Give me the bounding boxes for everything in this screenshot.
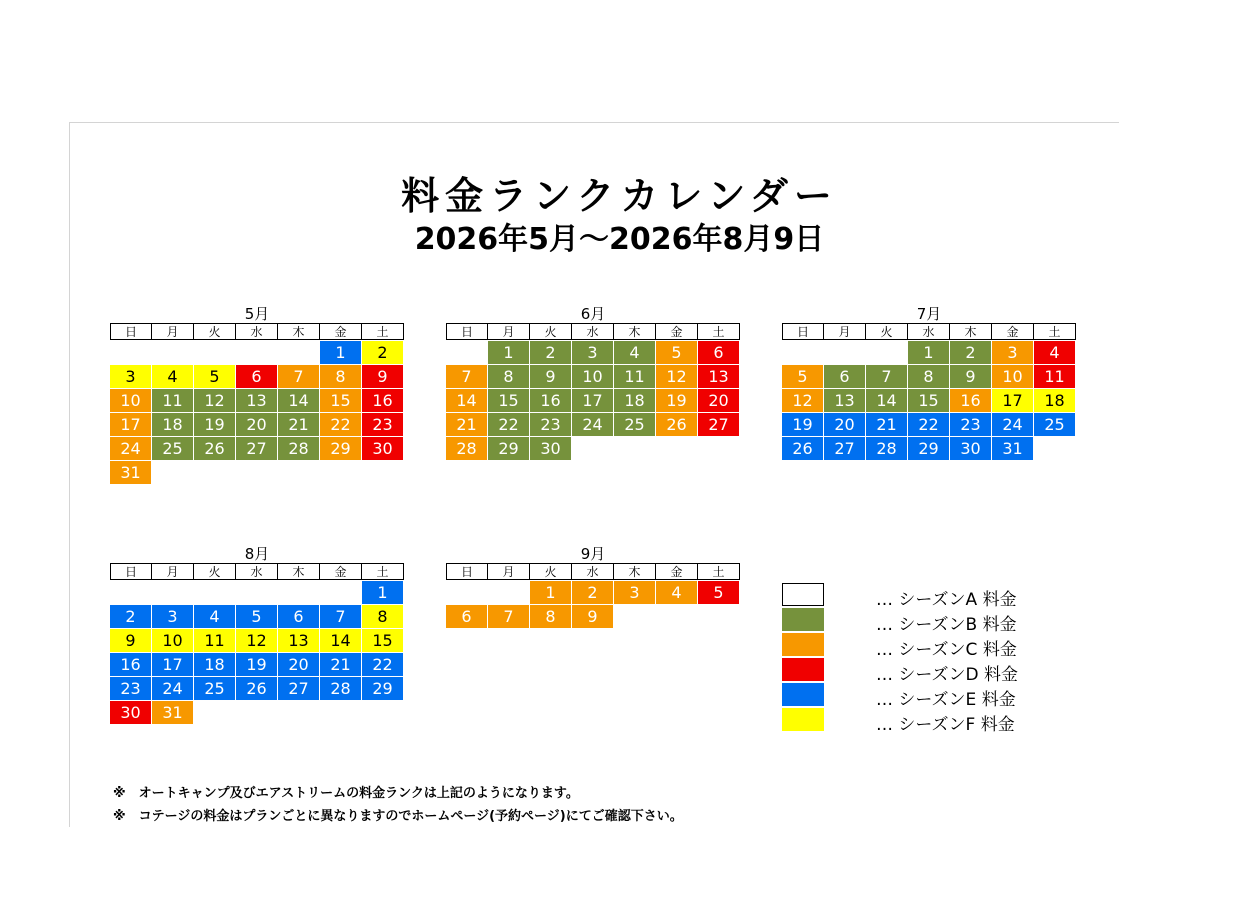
weekday-label: 月 bbox=[487, 323, 530, 340]
legend-swatch bbox=[782, 608, 824, 631]
weekday-label: 日 bbox=[110, 563, 152, 580]
day-cell: 29 bbox=[320, 437, 361, 460]
empty-day-cell bbox=[866, 341, 907, 364]
day-cell: 1 bbox=[320, 341, 361, 364]
weekday-header bbox=[446, 563, 740, 580]
day-cell: 6 bbox=[278, 605, 319, 628]
day-cell: 9 bbox=[362, 365, 403, 388]
day-cell: 26 bbox=[782, 437, 823, 460]
day-cell: 4 bbox=[614, 341, 655, 364]
day-cell: 12 bbox=[236, 629, 277, 652]
day-cell: 29 bbox=[908, 437, 949, 460]
sheet-border-top bbox=[69, 122, 1119, 123]
weekday-label: 木 bbox=[277, 563, 320, 580]
empty-day-cell bbox=[446, 581, 487, 604]
day-cell: 26 bbox=[194, 437, 235, 460]
day-cell: 18 bbox=[1034, 389, 1075, 412]
day-cell: 23 bbox=[110, 677, 151, 700]
weekday-label: 金 bbox=[655, 563, 698, 580]
day-cell: 4 bbox=[656, 581, 697, 604]
day-cell: 24 bbox=[152, 677, 193, 700]
weekday-label: 日 bbox=[110, 323, 152, 340]
day-cell: 12 bbox=[782, 389, 823, 412]
legend-label: … シーズンB 料金 bbox=[876, 615, 1017, 635]
weekday-label: 火 bbox=[865, 323, 908, 340]
day-cell: 6 bbox=[824, 365, 865, 388]
day-cell: 10 bbox=[152, 629, 193, 652]
day-cell: 1 bbox=[362, 581, 403, 604]
day-cell: 13 bbox=[278, 629, 319, 652]
day-cell: 18 bbox=[152, 413, 193, 436]
day-cell: 15 bbox=[362, 629, 403, 652]
day-cell: 30 bbox=[110, 701, 151, 724]
day-cell: 23 bbox=[950, 413, 991, 436]
day-cell: 16 bbox=[530, 389, 571, 412]
day-cell: 28 bbox=[866, 437, 907, 460]
legend-label: … シーズンC 料金 bbox=[876, 640, 1017, 660]
day-cell: 9 bbox=[950, 365, 991, 388]
weekday-label: 水 bbox=[571, 563, 614, 580]
weekday-label: 金 bbox=[655, 323, 698, 340]
day-cell: 6 bbox=[698, 341, 739, 364]
day-cell: 22 bbox=[488, 413, 529, 436]
empty-day-cell bbox=[488, 581, 529, 604]
day-cell: 17 bbox=[572, 389, 613, 412]
day-cell: 15 bbox=[320, 389, 361, 412]
day-cell: 5 bbox=[194, 365, 235, 388]
weekday-label: 月 bbox=[151, 323, 194, 340]
empty-day-cell bbox=[278, 581, 319, 604]
day-cell: 14 bbox=[866, 389, 907, 412]
day-cell: 28 bbox=[446, 437, 487, 460]
day-cell: 27 bbox=[824, 437, 865, 460]
day-cell: 14 bbox=[278, 389, 319, 412]
legend-label: … シーズンE 料金 bbox=[876, 690, 1016, 710]
empty-day-cell bbox=[152, 341, 193, 364]
day-cell: 25 bbox=[194, 677, 235, 700]
day-grid bbox=[110, 580, 404, 724]
day-cell: 29 bbox=[362, 677, 403, 700]
day-cell: 24 bbox=[992, 413, 1033, 436]
weekday-label: 日 bbox=[782, 323, 824, 340]
day-cell: 5 bbox=[782, 365, 823, 388]
empty-day-cell bbox=[320, 581, 361, 604]
day-grid bbox=[110, 340, 404, 484]
month-title: 5月 bbox=[244, 305, 270, 323]
day-cell: 30 bbox=[950, 437, 991, 460]
day-cell: 17 bbox=[992, 389, 1033, 412]
day-cell: 7 bbox=[866, 365, 907, 388]
empty-day-cell bbox=[236, 581, 277, 604]
day-cell: 2 bbox=[110, 605, 151, 628]
note-autocamp: ※ オートキャンプ及びエアストリームの料金ランクは上記のようになります。 bbox=[113, 786, 579, 801]
day-cell: 23 bbox=[362, 413, 403, 436]
day-cell: 4 bbox=[152, 365, 193, 388]
empty-day-cell bbox=[824, 341, 865, 364]
day-cell: 6 bbox=[446, 605, 487, 628]
weekday-header bbox=[110, 323, 404, 340]
day-cell: 8 bbox=[362, 605, 403, 628]
weekday-label: 金 bbox=[991, 323, 1034, 340]
day-cell: 16 bbox=[950, 389, 991, 412]
weekday-label: 月 bbox=[151, 563, 194, 580]
day-cell: 13 bbox=[824, 389, 865, 412]
weekday-header bbox=[446, 323, 740, 340]
day-cell: 19 bbox=[194, 413, 235, 436]
day-cell: 17 bbox=[152, 653, 193, 676]
day-cell: 22 bbox=[320, 413, 361, 436]
day-cell: 31 bbox=[152, 701, 193, 724]
empty-day-cell bbox=[278, 341, 319, 364]
empty-day-cell bbox=[782, 341, 823, 364]
month-title: 9月 bbox=[580, 545, 606, 563]
day-cell: 28 bbox=[278, 437, 319, 460]
day-cell: 21 bbox=[446, 413, 487, 436]
note-cottage: ※ コテージの料金はプランごとに異なりますのでホームページ(予約ページ)にてご確認下さい。 bbox=[113, 809, 683, 824]
weekday-label: 木 bbox=[613, 563, 656, 580]
day-cell: 5 bbox=[698, 581, 739, 604]
day-grid bbox=[782, 340, 1076, 460]
day-cell: 24 bbox=[572, 413, 613, 436]
day-cell: 21 bbox=[866, 413, 907, 436]
day-cell: 11 bbox=[614, 365, 655, 388]
day-cell: 17 bbox=[110, 413, 151, 436]
legend-swatch bbox=[782, 633, 824, 656]
weekday-label: 月 bbox=[487, 563, 530, 580]
month-title: 7月 bbox=[916, 305, 942, 323]
day-cell: 10 bbox=[992, 365, 1033, 388]
month-calendar bbox=[446, 545, 740, 628]
day-cell: 27 bbox=[698, 413, 739, 436]
month-calendar bbox=[110, 545, 404, 724]
weekday-label: 水 bbox=[235, 563, 278, 580]
day-cell: 14 bbox=[446, 389, 487, 412]
day-cell: 9 bbox=[530, 365, 571, 388]
day-cell: 21 bbox=[278, 413, 319, 436]
weekday-label: 火 bbox=[529, 563, 572, 580]
weekday-label: 土 bbox=[1033, 323, 1076, 340]
weekday-label: 火 bbox=[529, 323, 572, 340]
empty-day-cell bbox=[110, 341, 151, 364]
day-cell: 20 bbox=[236, 413, 277, 436]
weekday-label: 土 bbox=[361, 563, 404, 580]
day-cell: 13 bbox=[236, 389, 277, 412]
weekday-label: 木 bbox=[949, 323, 992, 340]
day-cell: 3 bbox=[110, 365, 151, 388]
day-cell: 1 bbox=[530, 581, 571, 604]
day-cell: 27 bbox=[278, 677, 319, 700]
day-cell: 4 bbox=[1034, 341, 1075, 364]
day-cell: 22 bbox=[362, 653, 403, 676]
weekday-label: 火 bbox=[193, 563, 236, 580]
day-cell: 31 bbox=[992, 437, 1033, 460]
weekday-label: 日 bbox=[446, 563, 488, 580]
page-title: 料金ランクカレンダー bbox=[401, 174, 838, 218]
day-cell: 12 bbox=[656, 365, 697, 388]
month-calendar bbox=[110, 305, 404, 484]
day-cell: 6 bbox=[236, 365, 277, 388]
weekday-label: 土 bbox=[361, 323, 404, 340]
weekday-label: 日 bbox=[446, 323, 488, 340]
day-cell: 2 bbox=[530, 341, 571, 364]
month-title: 8月 bbox=[244, 545, 270, 563]
empty-day-cell bbox=[194, 581, 235, 604]
day-cell: 24 bbox=[110, 437, 151, 460]
legend-swatch bbox=[782, 683, 824, 706]
weekday-label: 木 bbox=[277, 323, 320, 340]
day-cell: 15 bbox=[488, 389, 529, 412]
weekday-header bbox=[782, 323, 1076, 340]
day-cell: 20 bbox=[824, 413, 865, 436]
day-cell: 20 bbox=[698, 389, 739, 412]
day-cell: 20 bbox=[278, 653, 319, 676]
weekday-label: 木 bbox=[613, 323, 656, 340]
day-cell: 27 bbox=[236, 437, 277, 460]
day-cell: 16 bbox=[362, 389, 403, 412]
day-cell: 15 bbox=[908, 389, 949, 412]
day-cell: 10 bbox=[110, 389, 151, 412]
day-cell: 12 bbox=[194, 389, 235, 412]
day-cell: 2 bbox=[572, 581, 613, 604]
day-cell: 11 bbox=[194, 629, 235, 652]
day-cell: 25 bbox=[1034, 413, 1075, 436]
day-cell: 3 bbox=[152, 605, 193, 628]
day-cell: 5 bbox=[656, 341, 697, 364]
day-cell: 29 bbox=[488, 437, 529, 460]
day-cell: 14 bbox=[320, 629, 361, 652]
day-cell: 2 bbox=[950, 341, 991, 364]
empty-day-cell bbox=[194, 341, 235, 364]
weekday-label: 金 bbox=[319, 323, 362, 340]
day-cell: 18 bbox=[614, 389, 655, 412]
weekday-label: 水 bbox=[571, 323, 614, 340]
day-cell: 8 bbox=[530, 605, 571, 628]
day-cell: 2 bbox=[362, 341, 403, 364]
day-cell: 19 bbox=[236, 653, 277, 676]
empty-day-cell bbox=[110, 581, 151, 604]
empty-day-cell bbox=[446, 341, 487, 364]
day-cell: 30 bbox=[362, 437, 403, 460]
month-title: 6月 bbox=[580, 305, 606, 323]
day-grid bbox=[446, 340, 740, 460]
page-subtitle: 2026年5月～2026年8月9日 bbox=[414, 222, 825, 257]
day-cell: 5 bbox=[236, 605, 277, 628]
day-cell: 4 bbox=[194, 605, 235, 628]
month-calendar bbox=[782, 305, 1076, 460]
legend-swatch bbox=[782, 658, 824, 681]
day-cell: 3 bbox=[572, 341, 613, 364]
day-cell: 23 bbox=[530, 413, 571, 436]
day-cell: 7 bbox=[488, 605, 529, 628]
day-cell: 26 bbox=[656, 413, 697, 436]
day-cell: 13 bbox=[698, 365, 739, 388]
weekday-header bbox=[110, 563, 404, 580]
day-cell: 28 bbox=[320, 677, 361, 700]
weekday-label: 金 bbox=[319, 563, 362, 580]
day-cell: 22 bbox=[908, 413, 949, 436]
day-cell: 11 bbox=[1034, 365, 1075, 388]
day-cell: 8 bbox=[320, 365, 361, 388]
day-cell: 18 bbox=[194, 653, 235, 676]
month-calendar bbox=[446, 305, 740, 460]
legend-swatch bbox=[782, 708, 824, 731]
day-cell: 30 bbox=[530, 437, 571, 460]
day-cell: 11 bbox=[152, 389, 193, 412]
legend-label: … シーズンF 料金 bbox=[876, 715, 1015, 735]
legend-label: … シーズンD 料金 bbox=[876, 665, 1019, 685]
weekday-label: 水 bbox=[235, 323, 278, 340]
weekday-label: 水 bbox=[907, 323, 950, 340]
day-cell: 8 bbox=[908, 365, 949, 388]
day-cell: 1 bbox=[488, 341, 529, 364]
weekday-label: 土 bbox=[697, 323, 740, 340]
day-cell: 19 bbox=[656, 389, 697, 412]
legend-label: … シーズンA 料金 bbox=[876, 590, 1017, 610]
day-cell: 25 bbox=[152, 437, 193, 460]
empty-day-cell bbox=[152, 581, 193, 604]
day-cell: 16 bbox=[110, 653, 151, 676]
day-grid bbox=[446, 580, 740, 628]
day-cell: 9 bbox=[572, 605, 613, 628]
weekday-label: 火 bbox=[193, 323, 236, 340]
day-cell: 7 bbox=[278, 365, 319, 388]
day-cell: 10 bbox=[572, 365, 613, 388]
empty-day-cell bbox=[236, 341, 277, 364]
day-cell: 7 bbox=[446, 365, 487, 388]
day-cell: 26 bbox=[236, 677, 277, 700]
day-cell: 3 bbox=[614, 581, 655, 604]
day-cell: 8 bbox=[488, 365, 529, 388]
day-cell: 7 bbox=[320, 605, 361, 628]
weekday-label: 土 bbox=[697, 563, 740, 580]
legend-swatch bbox=[782, 583, 824, 606]
weekday-label: 月 bbox=[823, 323, 866, 340]
day-cell: 1 bbox=[908, 341, 949, 364]
day-cell: 21 bbox=[320, 653, 361, 676]
day-cell: 19 bbox=[782, 413, 823, 436]
day-cell: 9 bbox=[110, 629, 151, 652]
day-cell: 25 bbox=[614, 413, 655, 436]
day-cell: 3 bbox=[992, 341, 1033, 364]
day-cell: 31 bbox=[110, 461, 151, 484]
